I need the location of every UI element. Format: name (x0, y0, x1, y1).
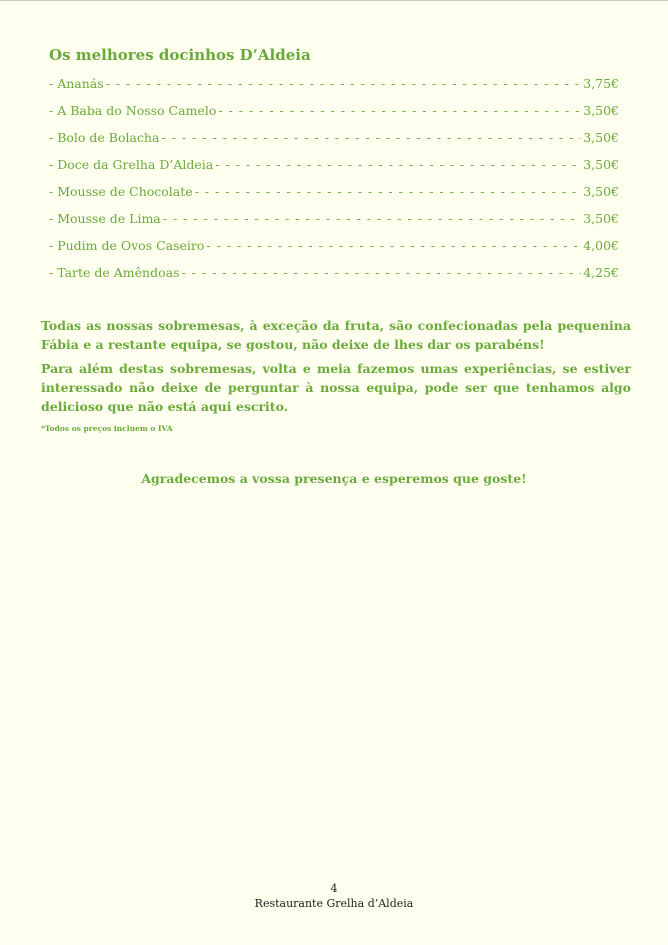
restaurant-name-footer: Restaurante Grelha d’Aldeia (254, 897, 414, 910)
menu-item (49, 238, 619, 265)
menu-item-price: 3,75€ (583, 76, 619, 91)
menu-item-price: 3,50€ (583, 157, 619, 172)
dot-leader (181, 265, 581, 280)
dot-leader (106, 76, 582, 91)
menu-item-name: - Doce da Grelha D’Aldeia (49, 157, 214, 172)
menu-item-name: - Mousse de Lima (49, 211, 161, 226)
vat-footnote: *Todos os preços incluem o IVA (41, 424, 173, 433)
menu-item (49, 130, 619, 157)
dessert-info-paragraph: Todas as nossas sobremesas, à exceção da fruta, são confecionadas pela pequenina Fábia e a restante equipa, se gostou, não deixe de lhes dar os parabéns! (41, 318, 631, 352)
menu-item (49, 211, 619, 238)
dot-leader (195, 184, 582, 199)
dot-leader (163, 211, 581, 226)
dot-leader (206, 238, 581, 253)
menu-item (49, 76, 619, 103)
dessert-menu (49, 76, 619, 292)
menu-item-price: 3,50€ (583, 211, 619, 226)
menu-item-price: 4,00€ (583, 238, 619, 253)
menu-item (49, 265, 619, 292)
menu-item (49, 184, 619, 211)
section-title: Os melhores docinhos D’Aldeia (49, 46, 311, 64)
menu-item-name: - A Baba do Nosso Camelo (49, 103, 217, 118)
menu-item-name: - Ananás (49, 76, 104, 91)
menu-item (49, 103, 619, 130)
menu-item-price: 4,25€ (583, 265, 619, 280)
menu-item-name: - Mousse de Chocolate (49, 184, 193, 199)
thank-you-message: Agradecemos a vossa presença e esperemos que goste! (141, 471, 527, 486)
menu-item-price: 3,50€ (583, 184, 619, 199)
menu-item-price: 3,50€ (583, 103, 619, 118)
dot-leader (215, 157, 581, 172)
menu-item (49, 157, 619, 184)
menu-item-name: - Bolo de Bolacha (49, 130, 160, 145)
page-number: 4 (330, 882, 338, 895)
dot-leader (218, 103, 581, 118)
menu-item-name: - Tarte de Amêndoas (49, 265, 180, 280)
experiments-paragraph: Para além destas sobremesas, volta e meia fazemos umas experiências, se estiver interessado não deixe de perguntar à nossa equipa, pode ser que tenhamos algo delicioso que não está aqui escrito. (41, 361, 631, 414)
menu-item-name: - Pudim de Ovos Caseiro (49, 238, 205, 253)
menu-item-price: 3,50€ (583, 130, 619, 145)
dot-leader (161, 130, 581, 145)
